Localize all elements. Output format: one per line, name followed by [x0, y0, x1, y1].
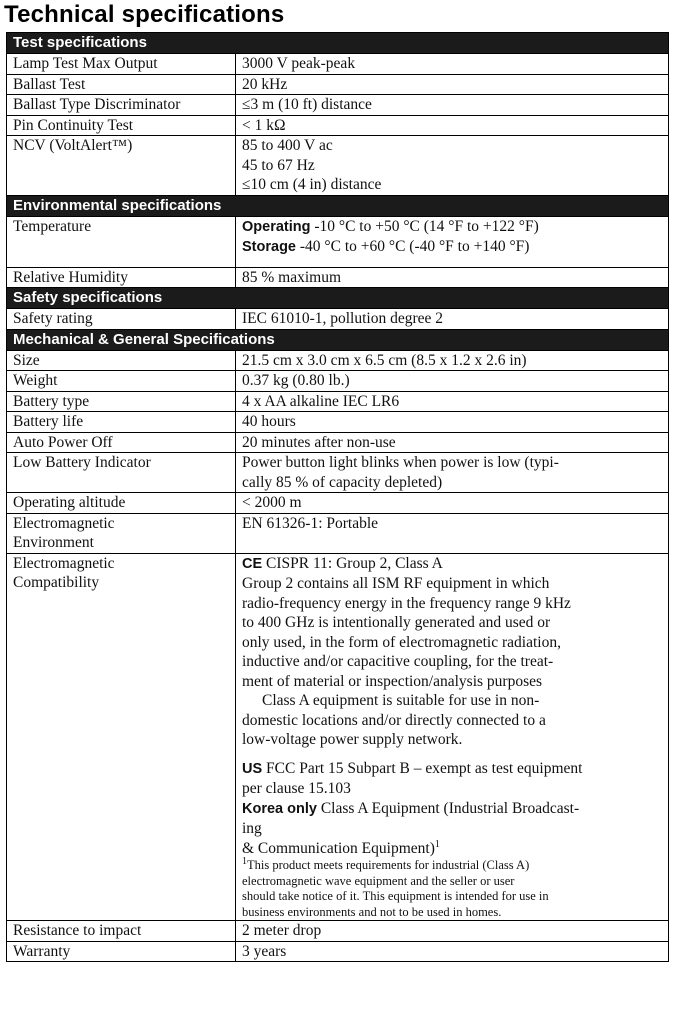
spec-value: ≤3 m (10 ft) distance: [236, 95, 669, 116]
ncv-voltage: 85 to 400 V ac: [242, 137, 333, 154]
spec-value: < 1 kΩ: [236, 115, 669, 136]
ce-mark: CE: [242, 555, 263, 572]
korea-line: [242, 799, 668, 820]
spec-row-humidity: [7, 267, 669, 288]
footnote-line: [242, 855, 668, 874]
section-title: Test specifications: [7, 33, 669, 54]
spec-label: Ballast Type Discriminator: [7, 95, 236, 116]
spec-value: 2 meter drop: [236, 921, 669, 942]
label-line: Electromagnetic: [13, 514, 115, 532]
spec-row-battery-type: [7, 391, 669, 412]
spec-row-low-battery: [7, 453, 669, 493]
classa-line: Class A equipment is suitable for use in non-: [262, 692, 540, 709]
spec-row-ncv: [7, 136, 669, 196]
spec-label: Size: [7, 350, 236, 371]
spec-row-ballast-test: [7, 74, 669, 95]
spec-row-warranty: [7, 941, 669, 962]
spec-value: [236, 553, 669, 921]
label-line: Compatibility: [13, 574, 100, 591]
spec-row-emc: [7, 553, 669, 921]
spec-label: [7, 513, 236, 553]
group2-line: only used, in the form of electromagnetic radiation,: [242, 633, 561, 651]
storage-value: -40 °C to +60 °C (-40 °F to +140 °F): [296, 238, 530, 255]
spec-value: EN 61326-1: Portable: [236, 513, 669, 553]
low-battery-line: Power button light blinks when power is low (typi-: [242, 454, 559, 471]
spec-value: 3000 V peak-peak: [236, 54, 669, 75]
classa-line: low-voltage power supply network.: [242, 731, 463, 748]
group2-line: ment of material or inspection/analysis purposes: [242, 672, 543, 690]
korea-line: [242, 839, 668, 859]
label-line: Environment: [13, 534, 94, 551]
label-line: Electromagnetic: [13, 554, 115, 572]
spec-value: 40 hours: [236, 412, 669, 433]
spec-row-auto-power-off: [7, 432, 669, 453]
spec-label: Auto Power Off: [7, 432, 236, 453]
spec-value: 20 minutes after non-use: [236, 432, 669, 453]
spec-label: Weight: [7, 371, 236, 392]
spacer: [242, 258, 668, 267]
spec-label: Relative Humidity: [7, 267, 236, 288]
spec-label: Pin Continuity Test: [7, 115, 236, 136]
spec-value: [236, 136, 669, 196]
us-line: [242, 759, 668, 780]
operating-label: Operating: [242, 218, 311, 235]
section-header-environmental: [7, 195, 669, 216]
footnote-ref: 1: [434, 838, 440, 850]
section-title: Mechanical & General Specifications: [7, 329, 669, 350]
korea-line: ing: [242, 820, 262, 837]
spec-row-temperature: [7, 216, 669, 267]
korea-label: Korea only: [242, 800, 317, 817]
classa-line: domestic locations and/or directly connected to a: [242, 711, 546, 729]
section-title: Environmental specifications: [7, 195, 669, 216]
spec-value: 4 x AA alkaline IEC LR6: [236, 391, 669, 412]
spec-label: Operating altitude: [7, 493, 236, 514]
ncv-frequency: 45 to 67 Hz: [242, 156, 315, 174]
footnote-mark: 1: [242, 855, 247, 867]
low-battery-line: cally 85 % of capacity depleted): [242, 473, 443, 491]
ncv-distance: ≤10 cm (4 in) distance: [242, 176, 382, 193]
specifications-table: [6, 32, 669, 962]
spec-row-weight: [7, 371, 669, 392]
section-header-safety: [7, 288, 669, 309]
temperature-storage: [242, 237, 668, 258]
us-label: US: [242, 760, 263, 777]
us-text: FCC Part 15 Subpart B – exempt as test equipment: [262, 759, 583, 777]
storage-label: Storage: [242, 239, 296, 255]
spec-value: [236, 453, 669, 493]
section-header-mechanical: [7, 329, 669, 350]
spec-label: NCV (VoltAlert™): [7, 136, 236, 196]
spec-value: IEC 61010-1, pollution degree 2: [236, 309, 669, 330]
spec-value: [236, 216, 669, 267]
spec-label: Battery type: [7, 391, 236, 412]
footnote-line: should take notice of it. This equipment is intended for use in: [242, 889, 549, 903]
section-title: Safety specifications: [7, 288, 669, 309]
spec-row-pin-continuity: [7, 115, 669, 136]
spec-row-impact: [7, 921, 669, 942]
spec-value: 85 % maximum: [236, 267, 669, 288]
spec-label: Warranty: [7, 941, 236, 962]
section-header-test: [7, 33, 669, 54]
temperature-operating: [242, 217, 668, 238]
spec-value: 0.37 kg (0.80 lb.): [236, 371, 669, 392]
spec-label: Resistance to impact: [7, 921, 236, 942]
spec-row-ballast-type: [7, 95, 669, 116]
spec-label: Lamp Test Max Output: [7, 54, 236, 75]
spec-label: Low Battery Indicator: [7, 453, 236, 493]
footnote-text: This product meets requirements for industrial (Class A): [247, 858, 530, 872]
group2-line: radio-frequency energy in the frequency range 9 kHz: [242, 594, 571, 612]
spec-label: Battery life: [7, 412, 236, 433]
spec-value: 20 kHz: [236, 74, 669, 95]
spec-row-em-environment: [7, 513, 669, 553]
page-title: Technical specifications: [4, 1, 285, 28]
spec-row-altitude: [7, 493, 669, 514]
operating-value: -10 °C to +50 °C (14 °F to +122 °F): [310, 217, 539, 235]
korea-text: Class A Equipment (Industrial Broadcast-: [316, 799, 580, 817]
spec-value: 21.5 cm x 3.0 cm x 6.5 cm (8.5 x 1.2 x 2.6 in): [236, 350, 669, 371]
ce-line: [242, 554, 668, 575]
spec-row-battery-life: [7, 412, 669, 433]
spec-label: Safety rating: [7, 309, 236, 330]
spec-value: 3 years: [236, 941, 669, 962]
spacer: [242, 750, 668, 759]
spec-label: Ballast Test: [7, 74, 236, 95]
spec-row-lamp-test: [7, 54, 669, 75]
spec-label: [7, 553, 236, 921]
group2-line: inductive and/or capacitive coupling, for the treat-: [242, 653, 554, 670]
korea-text: & Communication Equipment): [242, 839, 435, 857]
us-line: per clause 15.103: [242, 780, 351, 797]
spec-row-size: [7, 350, 669, 371]
spec-row-safety-rating: [7, 309, 669, 330]
group2-line: to 400 GHz is intentionally generated and used or: [242, 614, 551, 631]
spec-value: < 2000 m: [236, 493, 669, 514]
footnote-line: business environments and not to be used in homes.: [242, 904, 502, 919]
group2-line: Group 2 contains all ISM RF equipment in which: [242, 575, 550, 592]
spec-label: Temperature: [7, 216, 236, 267]
footnote-line: electromagnetic wave equipment and the seller or user: [242, 873, 515, 888]
ce-text: CISPR 11: Group 2, Class A: [262, 554, 443, 572]
